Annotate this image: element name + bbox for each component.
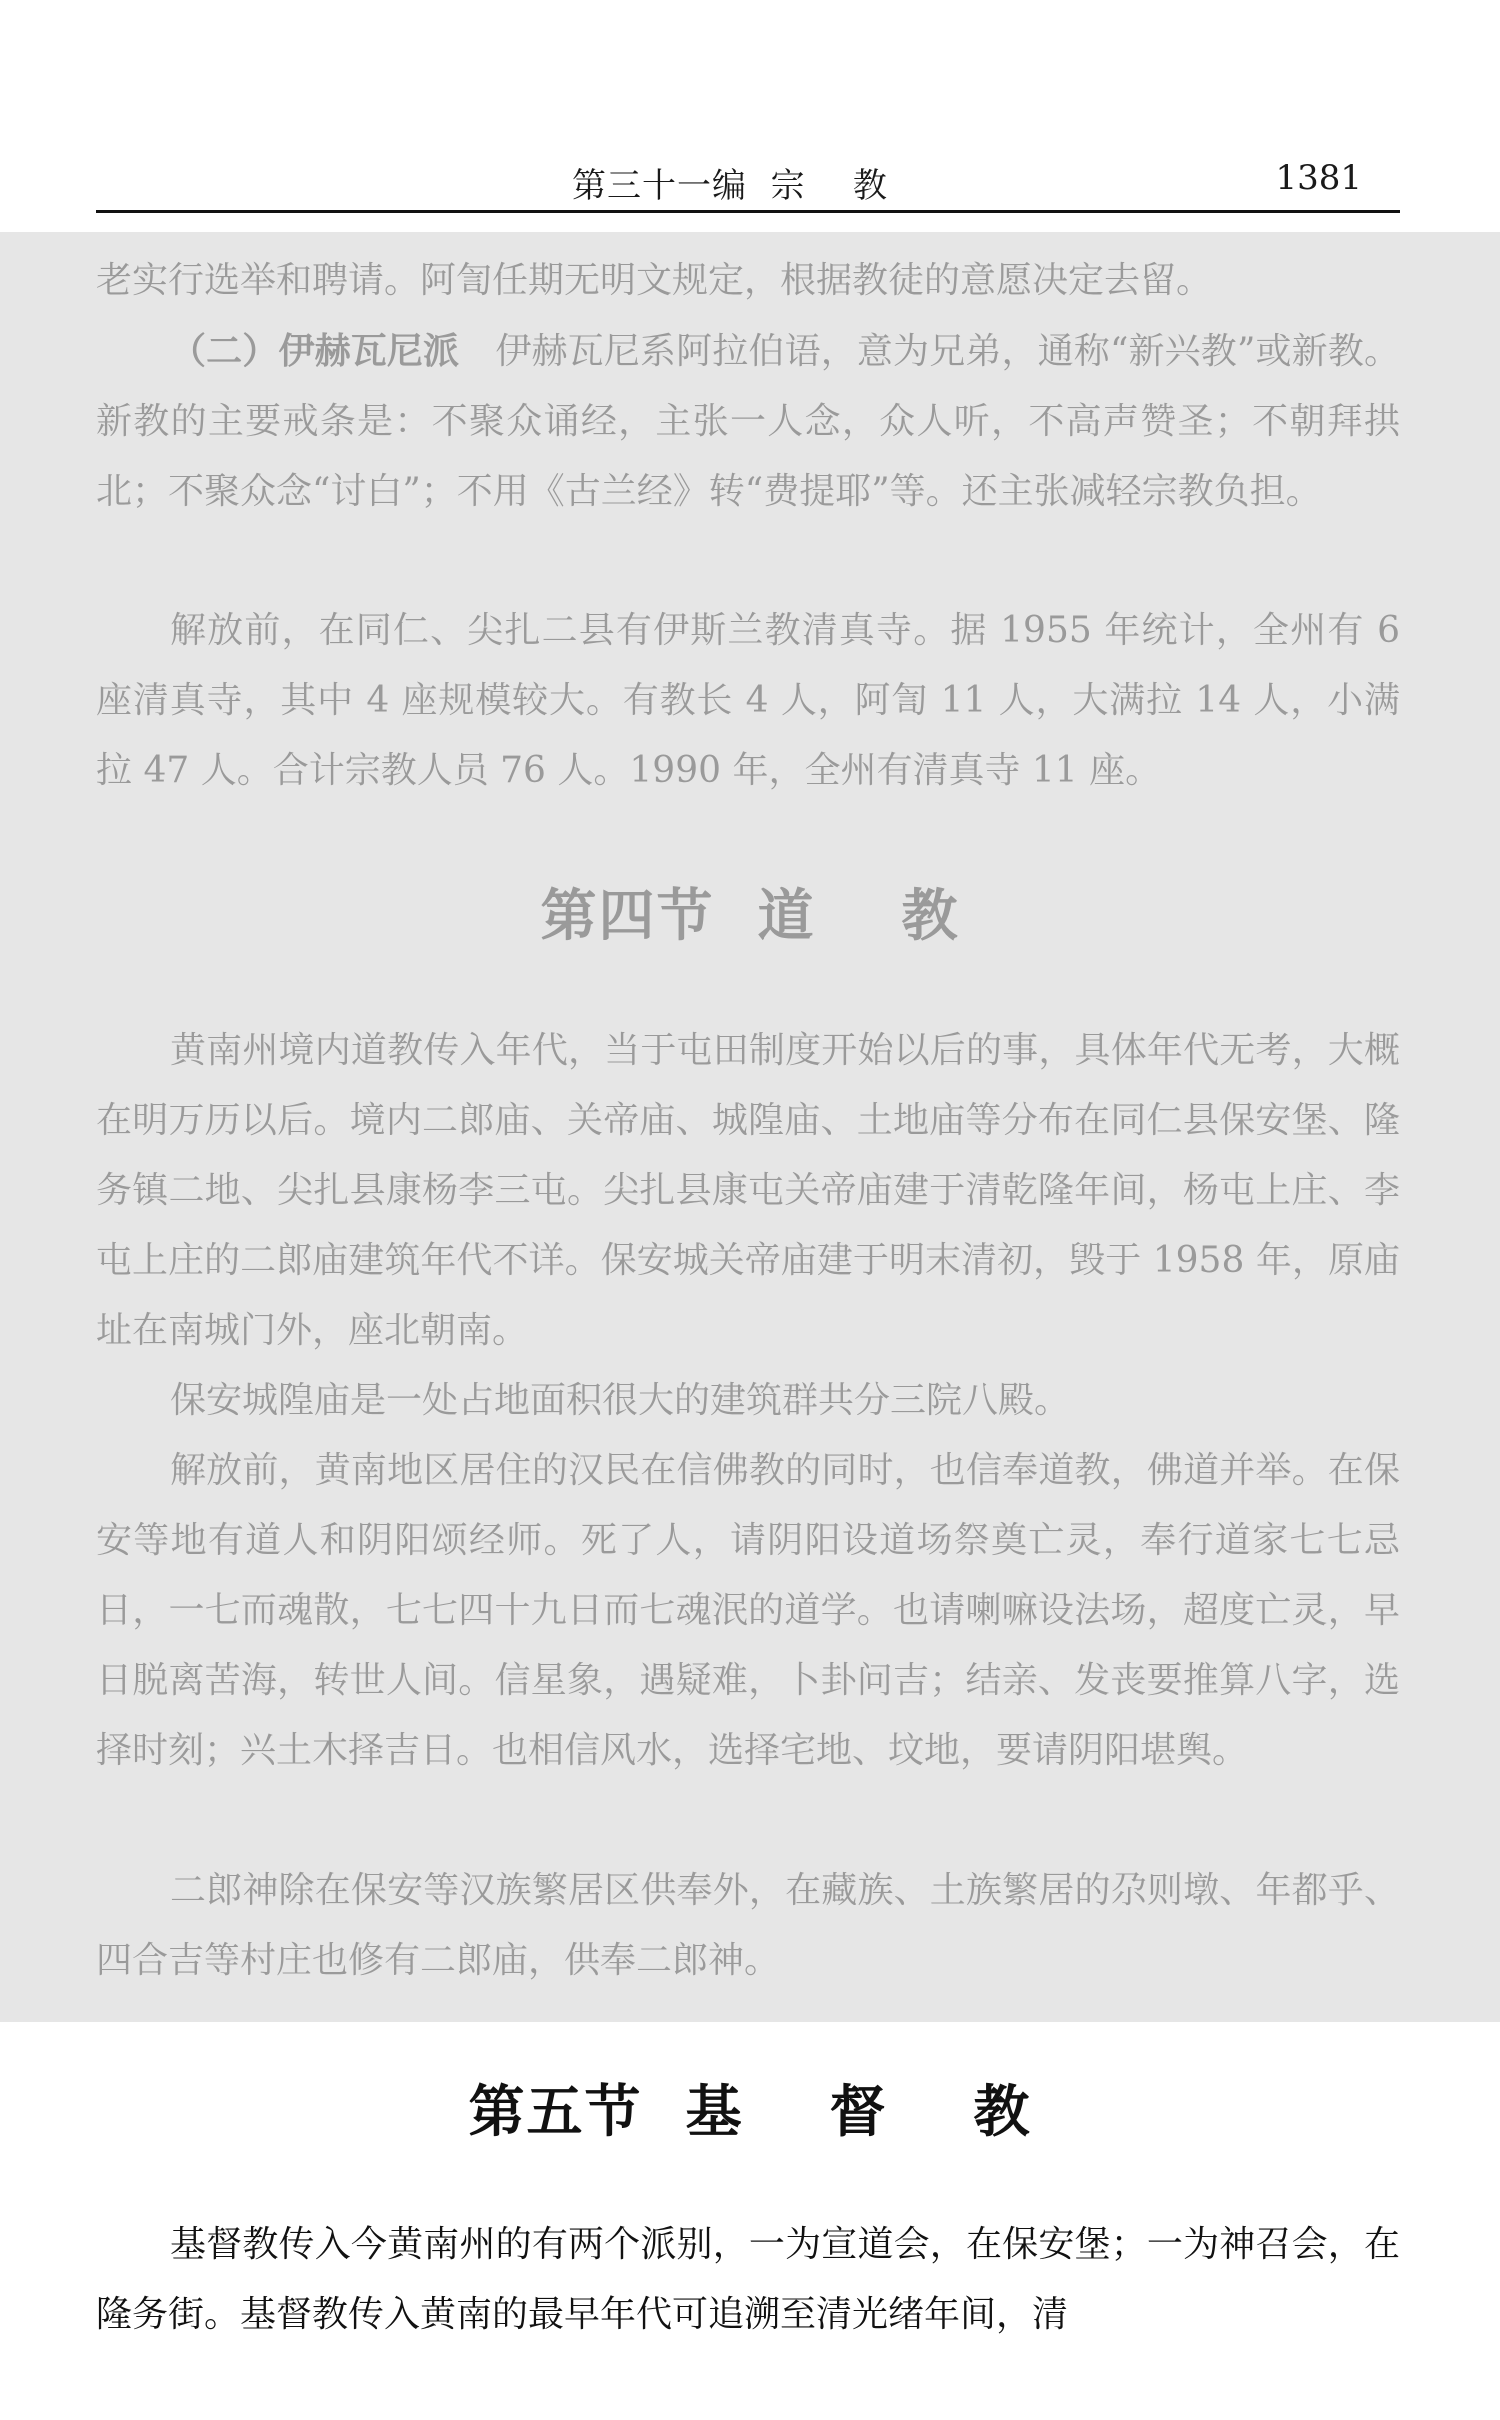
ikhwan-subsection [96,316,1400,527]
page-number: 1381 [1275,158,1362,198]
section4-paragraph-4: 二郎神除在保安等汉族繁居区供奉外，在藏族、土族繁居的尕则墩、年都乎、四合吉等村庄也修有二郎庙，供奉二郎神。 [96,1870,1400,1981]
islam-paragraph-continuation: 老实行选举和聘请。阿訇任期无明文规定，根据教徒的意愿决定去留。 [96,260,1213,301]
section4-paragraph-1: 黄南州境内道教传入年代，当于屯田制度开始以后的事，具体年代无考，大概在明万历以后。境内二郎庙、关帝庙、城隍庙、土地庙等分布在同仁县保安堡、隆务镇二地、尖扎县康杨李三屯。尖扎县康屯关帝庙建于清乾隆年间，杨屯上庄、李屯上庄的二郎庙建筑年代不详。保安城关帝庙建于明末清初，毁于 1958 年，原庙址在南城门外，座北朝南。 [96,1030,1400,1351]
section5-paragraph-1: 基督教传入今黄南州的有两个派别，一为宣道会，在保安堡；一为神召会，在隆务街。基督教传入黄南的最早年代可追溯至清光绪年间，清 [96,2224,1400,2335]
ikhwan-subsection-text: 伊赫瓦尼系阿拉伯语，意为兄弟，通称“新兴教”或新教。新教的主要戒条是：不聚众诵经，主张一人念，众人听，不高声赞圣；不朝拜拱北；不聚众念“讨白”；不用《古兰经》转“费提耶”等。还主张减轻宗教负担。 [96,331,1400,512]
page-header [96,150,1400,220]
running-header-title: 第三十一编 宗 教 [572,166,888,206]
section4-paragraph-2: 保安城隍庙是一处占地面积很大的建筑群共分三院八殿。 [170,1380,1071,1421]
islam-stats-paragraph: 解放前，在同仁、尖扎二县有伊斯兰教清真寺。据 1955 年统计，全州有 6 座清真寺，其中 4 座规模较大。有教长 4 人，阿訇 11 人，大满拉 14 人，小满拉 47 人。合计宗教人员 76 人。1990 年，全州有清真寺 11 座。 [96,610,1400,791]
section4-paragraph-3: 解放前，黄南地区居住的汉民在信佛教的同时，也信奉道教，佛道并举。在保安等地有道人和阴阳颂经师。死了人，请阴阳设道场祭奠亡灵，奉行道家七七忌日，一七而魂散，七七四十九日而七魂泯的道学。也请喇嘛设法场，超度亡灵，早日脱离苦海，转世人间。信星象，遇疑难，卜卦问吉；结亲、发丧要推算八字，选择时刻；兴土木择吉日。也相信风水，选择宅地、坟地，要请阴阳堪舆。 [96,1450,1400,1771]
section5-title: 第五节 基 督 教 [468,2079,1032,2145]
ikhwan-subsection-heading: （二）伊赫瓦尼派 [170,330,460,372]
section4-title: 第四节 道 教 [540,883,960,949]
header-rule [96,210,1400,213]
